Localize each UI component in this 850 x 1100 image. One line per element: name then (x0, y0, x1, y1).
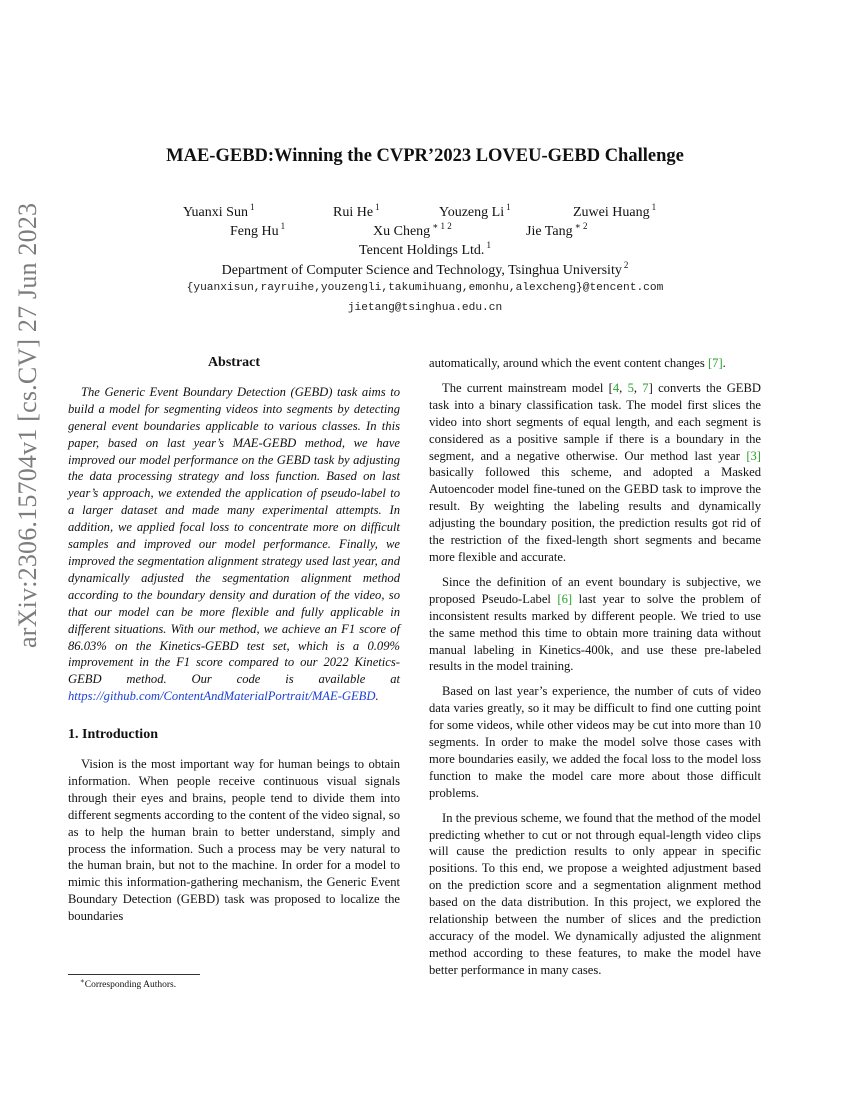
author-name: Jie Tang $^{∗ 2}$ (526, 221, 588, 239)
citation-link[interactable]: 4 (612, 380, 620, 395)
intro-paragraph: automatically, around which the event content changes [7]. (429, 356, 726, 370)
affiliation: Tencent Holdings Ltd. $^1$ (359, 240, 491, 258)
intro-paragraph: Since the definition of an event boundary is subjective, we proposed Pseudo-Label [6] last year to solve the problem of inconsistent results marked by different people. We tried to use the same method this time to obtain more training data without manual labeling in Kinetics-400k, and use these pre-labeled results in the model training. (429, 574, 761, 674)
intro-paragraph: Vision is the most important way for human beings to obtain information. When people receive continuous visual signals through their eyes and brains, people tend to divide them into different segments according to the content of the video signal, so as to help the human brain to better understand, simply and process the information. Such a process may be very natural to the human brain, but not to the machine. In order for a model to mimic this information-gathering mechanism, the Generic Event Boundary Detection (GEBD) task was proposed to localize the boundaries (68, 757, 400, 924)
section-heading: 1. Introduction (68, 727, 158, 743)
arxiv-identifier: arXiv:2306.15704v1 [cs.CV] 27 Jun 2023 (13, 202, 42, 648)
footnote: ∗Corresponding Authors. (80, 977, 177, 990)
abstract-text: The Generic Event Boundary Detection (GEBD) task aims to build a model for segmenting videos into segments by detecting general event boundaries applicable to various classes. In this paper, based on last year’s MAE-GEBD method, we have improved our model performance on the GEBD task by adjusting the data processing strategy and loss function. Based on last year’s approach, we extended the application of pseudo-label to a larger dataset and made many experimental attempts. In addition, we applied focal loss to concentrate more on difficult samples and improved our model performance. Finally, we improved the segmentation alignment strategy used last year, and dynamically adjusted the segmentation alignment method according to the boundary density and duration of the video, so that our model can be more flexible and fully applicable in different situations. With our method, we achieve an F1 score of 86.03% on the Kinetics-GEBD test set, which is a 0.09% improvement in the F1 score compared to our 2022 Kinetics-GEBD method. Our code is available at https://github.com/ContentAndMaterialPortrait/MAE-GEBD. (68, 384, 400, 704)
citation-link[interactable]: [3] (746, 448, 761, 463)
footnote-rule (68, 974, 200, 975)
citation-link[interactable]: [7] (707, 356, 723, 370)
author-name: Yuanxi Sun $^1$ (183, 202, 255, 220)
intro-paragraph: In the previous scheme, we found that the method of the model predicting whether to cut or not through equal-length video clips will cause the prediction results to only appear in specific positions. To this end, we propose a weighted adjustment based on the prediction score and a segmentation alignment method based on the data distribution. In this project, we explored the relationship between the number of slices and the prediction accuracy of the model. We dynamically adjusted the alignment method according to these features, to make the model have better performance in many cases. (429, 810, 761, 977)
citation-link[interactable]: [6] (557, 591, 573, 606)
code-link[interactable]: https://github.com/ContentAndMaterialPortrait/MAE-GEBD (68, 689, 376, 704)
affiliation: Department of Computer Science and Technology, Tsinghua University $^2$ (221, 260, 629, 278)
email-address: jietang@tsinghua.edu.cn (347, 302, 503, 314)
citation-link[interactable]: 5 (627, 380, 634, 395)
intro-paragraph: Based on last year’s experience, the number of cuts of video data varies greatly, so it may be difficult to find one cutting point for some videos, while other videos may be cut into more than 10 segments. In order to make the model solve those cases with more boundaries easily, we added the focal loss to the model loss function to make the model care more about those difficult problems. (429, 684, 761, 800)
author-name: Zuwei Huang $^1$ (573, 202, 657, 220)
right-column (429, 355, 761, 987)
author-name: Youzeng Li $^1$ (439, 202, 511, 220)
author-name: Xu Cheng $^{∗ 1 2}$ (373, 221, 452, 239)
author-name: Rui He $^1$ (333, 202, 380, 220)
paper-title: MAE-GEBD:Winning the CVPR’2023 LOVEU-GEBD Challenge (166, 146, 684, 166)
left-column (68, 355, 400, 933)
email-address: {yuanxisun,rayruihe,youzengli,takumihuang,emonhu,alexcheng}@tencent.com (186, 282, 664, 294)
abstract-heading: Abstract (207, 355, 261, 370)
author-name: Feng Hu $^1$ (230, 221, 286, 239)
intro-paragraph: The current mainstream model [4, 5, 7] converts the GEBD task into a binary classification task. The model first slices the video into short segments of equal length, and each segment is considered as a positive sample if there is a boundary in the segment, and a negative otherwise. Our method last year [3] basically followed this scheme, and adopted a Masked Autoencoder model fine-tuned on the GEBD task to improve the result. By weighting the labeling results and dynamically adjusting the boundary position, the prediction results got rid of the restriction of the fixed-length short segments and became more flexible and accurate. (429, 380, 761, 564)
citation-link[interactable]: 7 (642, 380, 649, 395)
